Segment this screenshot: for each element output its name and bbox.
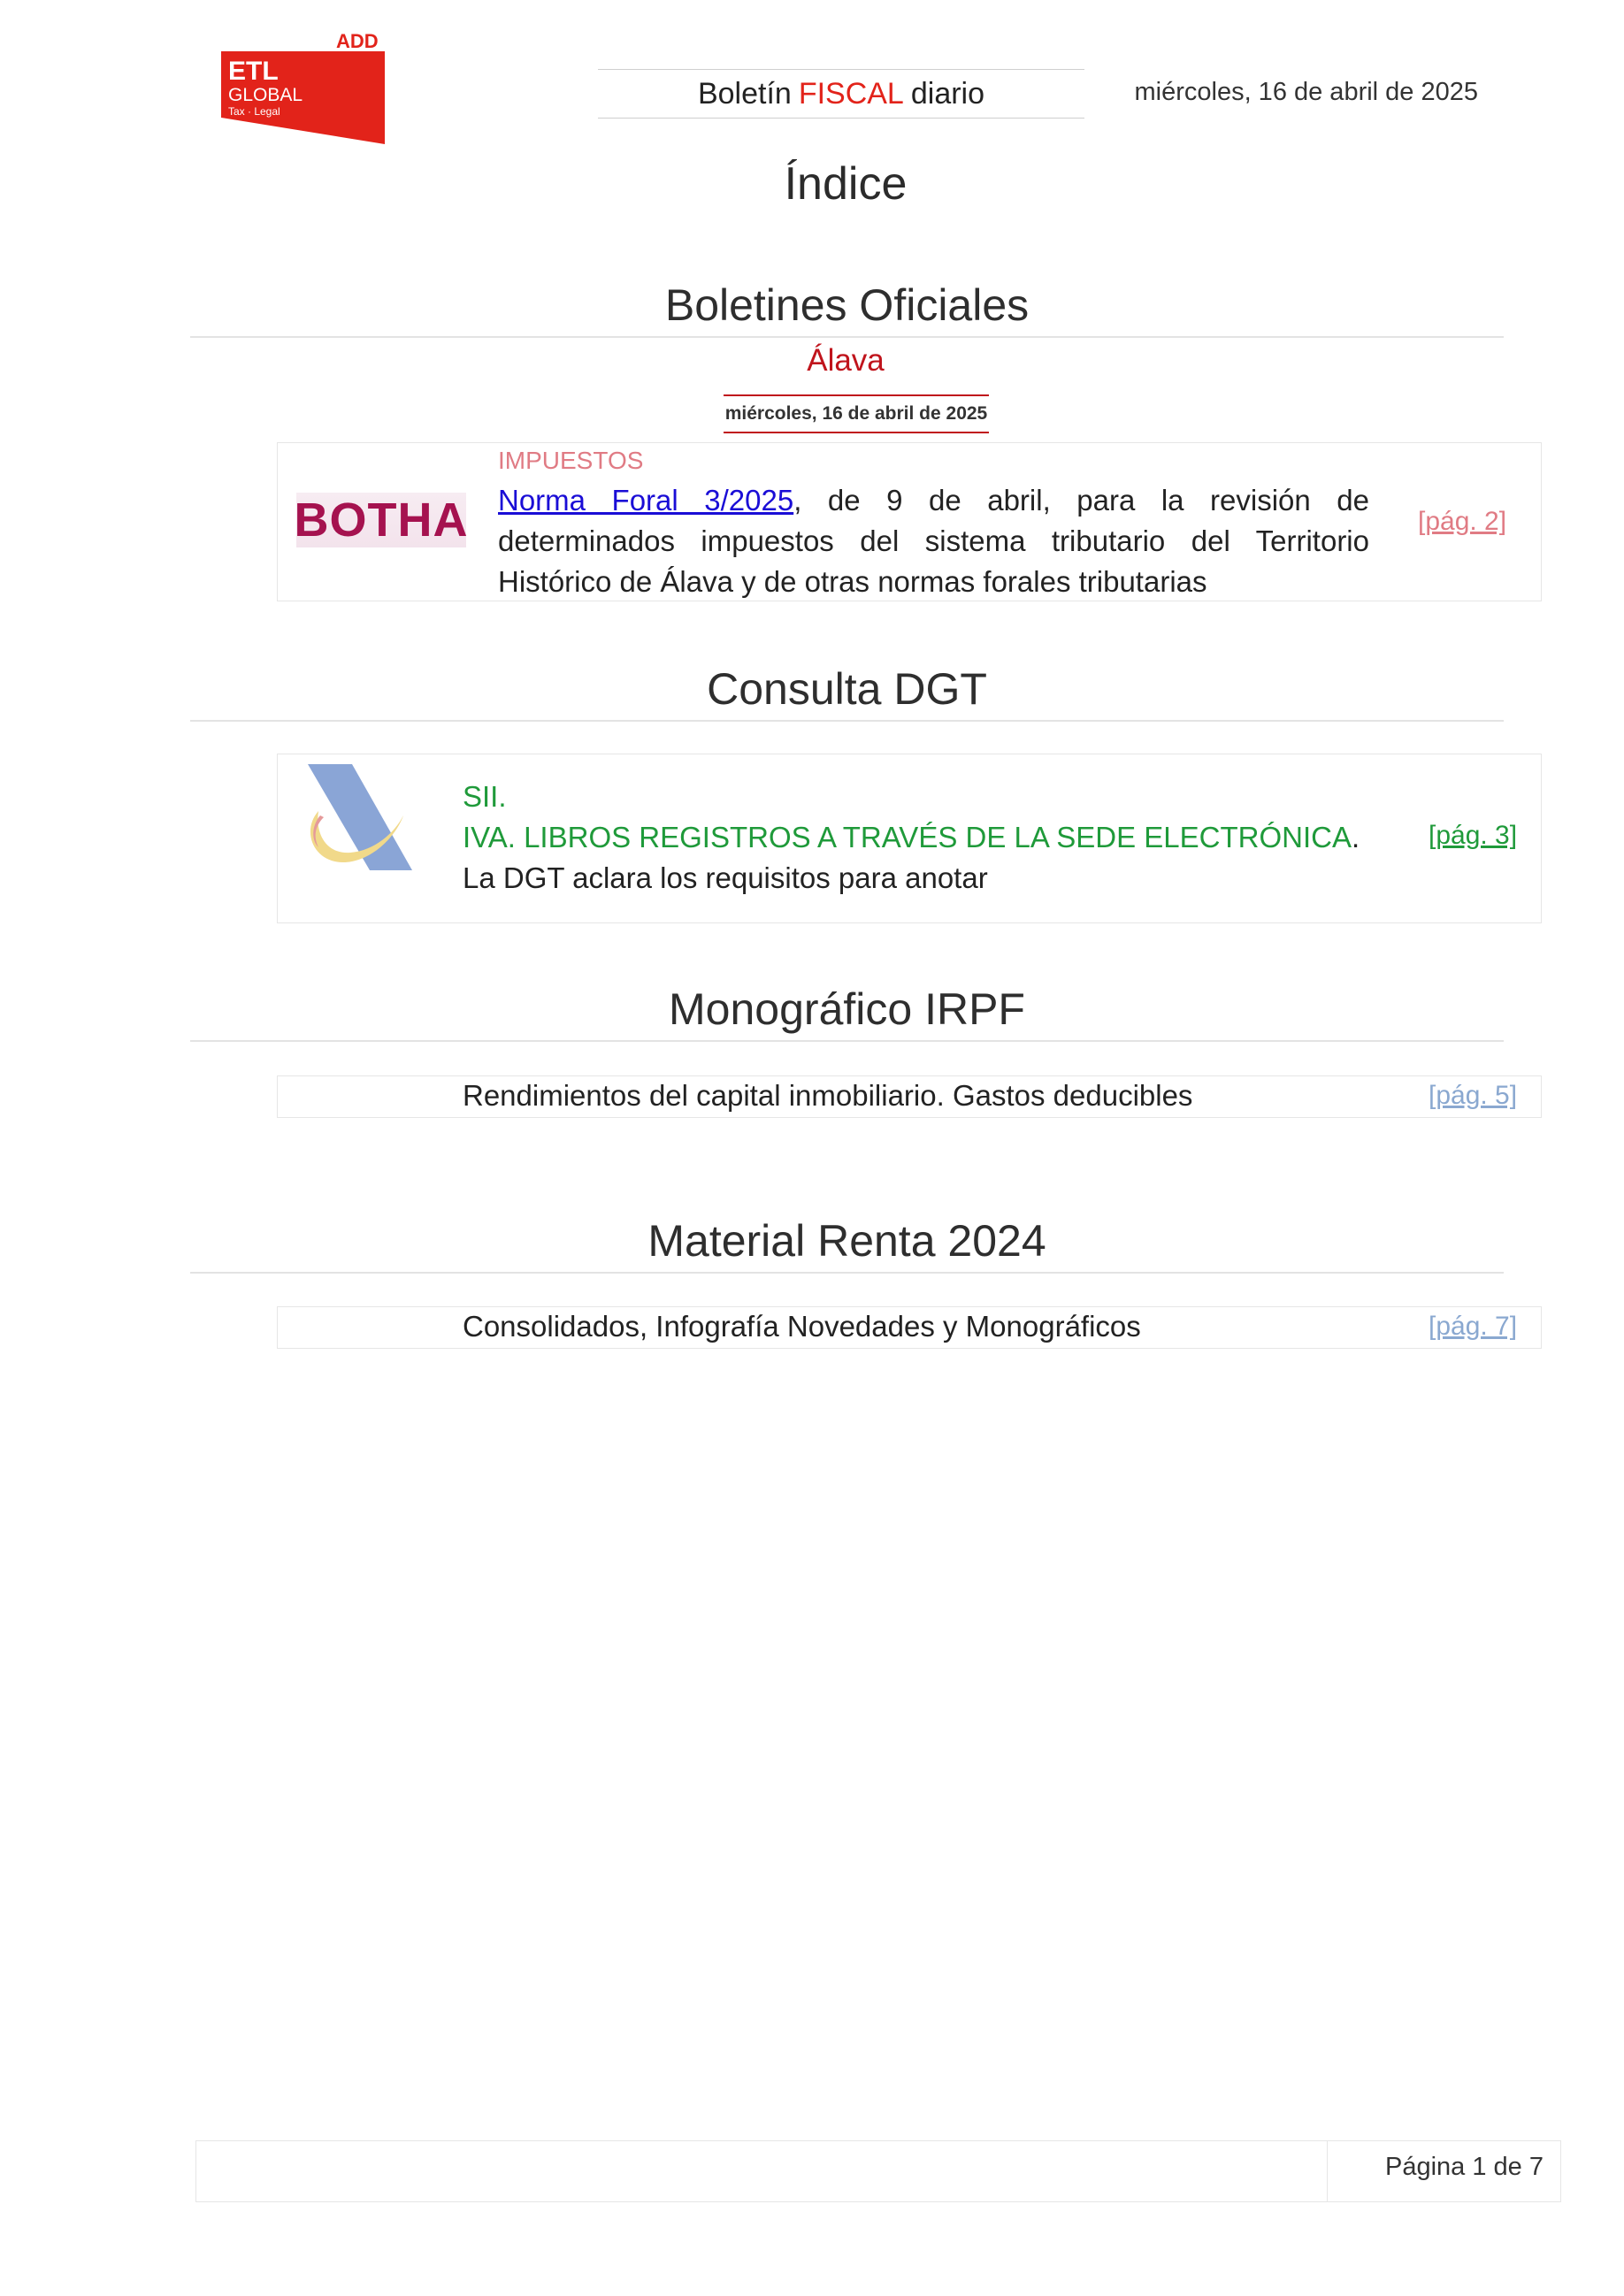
category-label: IMPUESTOS [498,447,644,474]
bulletin-title-accent: FISCAL [798,76,904,111]
page-heading: Índice [784,158,908,210]
page-ref-5[interactable]: [pág. 5] [1429,1081,1518,1110]
botha-logo: BOTHA [294,494,469,547]
section-title-boletines: Boletines Oficiales [190,279,1504,338]
irpf-entry-text: Rendimientos del capital inmobiliario. Gastos deducibles [463,1079,1193,1112]
region-label: Álava [807,343,885,378]
date-badge: miércoles, 16 de abril de 2025 [724,394,989,433]
page-number: Página 1 de 7 [1385,2153,1544,2181]
dgt-line1: SII. [463,780,507,813]
page-ref-3[interactable]: [pág. 3] [1429,821,1518,850]
botha-entry-description: , de 9 de abril, para la revisión de determinados impuestos del sistema tributario del Territorio Histórico de Álava y de otras normas forales tributarias [498,484,1369,598]
logo-tagline: Tax · Legal [228,105,280,118]
dgt-line2-rest: . La DGT aclara los requisitos para anotar [463,821,1360,894]
dgt-entry-text [463,777,1391,899]
section-title-irpf: Monográfico IRPF [190,983,1504,1042]
agencia-tributaria-logo-icon [299,762,416,877]
logo-badge: ADD [336,34,379,52]
bulletin-title [598,69,1084,119]
footer-box [195,2140,1561,2202]
norma-foral-link[interactable]: Norma Foral 3/2025 [498,484,794,517]
dgt-line2 [463,817,1391,899]
bulletin-title-post: diario [910,76,985,111]
header-date: miércoles, 16 de abril de 2025 [1134,78,1478,106]
etl-global-logo [221,34,385,144]
renta-entry-text: Consolidados, Infografía Novedades y Monográficos [463,1310,1141,1343]
footer-separator [1327,2140,1328,2202]
logo-primary: ETL [228,57,279,86]
bulletin-title-pre: Boletín [697,76,792,111]
page-ref-2[interactable]: [pág. 2] [1418,507,1507,536]
section-title-dgt: Consulta DGT [190,663,1504,722]
page-ref-7[interactable]: [pág. 7] [1429,1312,1518,1341]
botha-entry-text [498,480,1369,602]
dgt-line2-heading: IVA. LIBROS REGISTROS A TRAVÉS DE LA SEDE ELECTRÓNICA [463,821,1352,853]
logo-secondary: GLOBAL [228,85,303,105]
section-title-renta: Material Renta 2024 [190,1215,1504,1274]
